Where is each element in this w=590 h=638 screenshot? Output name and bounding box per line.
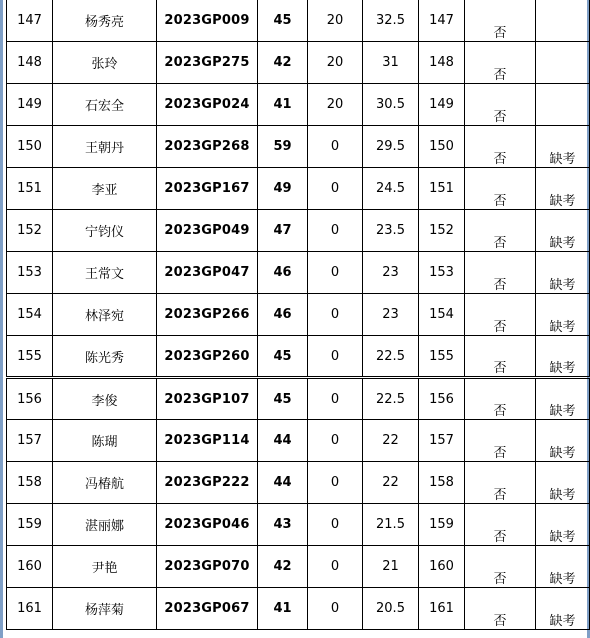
score-cell: 46: [258, 252, 308, 294]
score-cell: 44: [258, 420, 308, 462]
remark-cell: [536, 0, 590, 42]
rank-cell: 155: [419, 336, 465, 378]
exam-id-cell: 2023GP070: [157, 546, 258, 588]
qualified-cell: 否: [465, 504, 536, 546]
name-cell: 王朝丹: [53, 126, 157, 168]
exam-id-cell: 2023GP009: [157, 0, 258, 42]
seq-cell: 155: [7, 336, 53, 378]
table-row: [7, 420, 590, 462]
total-score-cell: 29.5: [363, 126, 419, 168]
table-row: [7, 546, 590, 588]
qualified-cell: 否: [465, 294, 536, 336]
qualified-cell: 否: [465, 420, 536, 462]
exam-id-cell: 2023GP260: [157, 336, 258, 378]
seq-cell: 148: [7, 42, 53, 84]
total-score-cell: 22: [363, 420, 419, 462]
rank-cell: 150: [419, 126, 465, 168]
exam-id-cell: 2023GP167: [157, 168, 258, 210]
total-score-cell: 23: [363, 252, 419, 294]
remark-cell: 缺考: [536, 462, 590, 504]
rank-cell: 160: [419, 546, 465, 588]
table-row: [7, 252, 590, 294]
table-row: [7, 210, 590, 252]
bonus-score-cell: 0: [308, 252, 363, 294]
remark-cell: [536, 84, 590, 126]
seq-cell: 161: [7, 588, 53, 630]
qualified-cell: 否: [465, 84, 536, 126]
rank-cell: 148: [419, 42, 465, 84]
seq-cell: 159: [7, 504, 53, 546]
rank-cell: 147: [419, 0, 465, 42]
bonus-score-cell: 20: [308, 0, 363, 42]
total-score-cell: 32.5: [363, 0, 419, 42]
name-cell: 杨萍菊: [53, 588, 157, 630]
left-frame-border: [0, 0, 3, 638]
name-cell: 张玲: [53, 42, 157, 84]
exam-id-cell: 2023GP266: [157, 294, 258, 336]
table-row: [7, 0, 590, 42]
table-row: [7, 168, 590, 210]
total-score-cell: 22: [363, 462, 419, 504]
exam-id-cell: 2023GP067: [157, 588, 258, 630]
seq-cell: 156: [7, 378, 53, 420]
score-cell: 42: [258, 546, 308, 588]
seq-cell: 154: [7, 294, 53, 336]
bonus-score-cell: 0: [308, 504, 363, 546]
score-cell: 45: [258, 0, 308, 42]
bonus-score-cell: 0: [308, 210, 363, 252]
qualified-cell: 否: [465, 42, 536, 84]
name-cell: 冯椿航: [53, 462, 157, 504]
bonus-score-cell: 0: [308, 294, 363, 336]
total-score-cell: 23.5: [363, 210, 419, 252]
name-cell: 陈光秀: [53, 336, 157, 378]
total-score-cell: 22.5: [363, 336, 419, 378]
seq-cell: 158: [7, 462, 53, 504]
bonus-score-cell: 0: [308, 546, 363, 588]
total-score-cell: 24.5: [363, 168, 419, 210]
seq-cell: 152: [7, 210, 53, 252]
rank-cell: 152: [419, 210, 465, 252]
score-cell: 59: [258, 126, 308, 168]
total-score-cell: 22.5: [363, 378, 419, 420]
total-score-cell: 31: [363, 42, 419, 84]
seq-cell: 147: [7, 0, 53, 42]
bonus-score-cell: 0: [308, 336, 363, 378]
table-row: [7, 84, 590, 126]
exam-id-cell: 2023GP046: [157, 504, 258, 546]
rank-cell: 157: [419, 420, 465, 462]
qualified-cell: 否: [465, 336, 536, 378]
bonus-score-cell: 20: [308, 42, 363, 84]
bonus-score-cell: 0: [308, 420, 363, 462]
rank-cell: 151: [419, 168, 465, 210]
total-score-cell: 20.5: [363, 588, 419, 630]
table-row: [7, 126, 590, 168]
score-cell: 45: [258, 336, 308, 378]
name-cell: 王常文: [53, 252, 157, 294]
seq-cell: 153: [7, 252, 53, 294]
name-cell: 宁钧仪: [53, 210, 157, 252]
total-score-cell: 23: [363, 294, 419, 336]
remark-cell: 缺考: [536, 294, 590, 336]
name-cell: 杨秀亮: [53, 0, 157, 42]
qualified-cell: 否: [465, 168, 536, 210]
results-table-body: [7, 0, 590, 630]
qualified-cell: 否: [465, 378, 536, 420]
remark-cell: 缺考: [536, 126, 590, 168]
bonus-score-cell: 0: [308, 462, 363, 504]
exam-id-cell: 2023GP107: [157, 378, 258, 420]
seq-cell: 157: [7, 420, 53, 462]
rank-cell: 161: [419, 588, 465, 630]
remark-cell: 缺考: [536, 588, 590, 630]
table-row: [7, 378, 590, 420]
name-cell: 林泽宛: [53, 294, 157, 336]
results-table: [6, 0, 590, 630]
total-score-cell: 21: [363, 546, 419, 588]
remark-cell: [536, 42, 590, 84]
rank-cell: 156: [419, 378, 465, 420]
name-cell: 尹艳: [53, 546, 157, 588]
remark-cell: 缺考: [536, 420, 590, 462]
rank-cell: 149: [419, 84, 465, 126]
remark-cell: 缺考: [536, 210, 590, 252]
qualified-cell: 否: [465, 588, 536, 630]
score-cell: 46: [258, 294, 308, 336]
total-score-cell: 30.5: [363, 84, 419, 126]
qualified-cell: 否: [465, 252, 536, 294]
score-cell: 45: [258, 378, 308, 420]
score-cell: 44: [258, 462, 308, 504]
table-row: [7, 588, 590, 630]
seq-cell: 149: [7, 84, 53, 126]
remark-cell: 缺考: [536, 252, 590, 294]
qualified-cell: 否: [465, 126, 536, 168]
score-cell: 41: [258, 84, 308, 126]
bonus-score-cell: 0: [308, 588, 363, 630]
seq-cell: 151: [7, 168, 53, 210]
name-cell: 陈瑚: [53, 420, 157, 462]
seq-cell: 160: [7, 546, 53, 588]
total-score-cell: 21.5: [363, 504, 419, 546]
table-row: [7, 504, 590, 546]
bonus-score-cell: 0: [308, 168, 363, 210]
name-cell: 石宏全: [53, 84, 157, 126]
exam-id-cell: 2023GP222: [157, 462, 258, 504]
name-cell: 湛丽娜: [53, 504, 157, 546]
exam-id-cell: 2023GP047: [157, 252, 258, 294]
exam-id-cell: 2023GP275: [157, 42, 258, 84]
remark-cell: 缺考: [536, 504, 590, 546]
score-cell: 49: [258, 168, 308, 210]
score-cell: 43: [258, 504, 308, 546]
qualified-cell: 否: [465, 0, 536, 42]
remark-cell: 缺考: [536, 546, 590, 588]
name-cell: 李亚: [53, 168, 157, 210]
table-row: [7, 462, 590, 504]
remark-cell: 缺考: [536, 378, 590, 420]
bonus-score-cell: 20: [308, 84, 363, 126]
name-cell: 李俊: [53, 378, 157, 420]
score-cell: 47: [258, 210, 308, 252]
remark-cell: 缺考: [536, 168, 590, 210]
table-row: [7, 294, 590, 336]
seq-cell: 150: [7, 126, 53, 168]
exam-id-cell: 2023GP049: [157, 210, 258, 252]
exam-id-cell: 2023GP114: [157, 420, 258, 462]
qualified-cell: 否: [465, 546, 536, 588]
remark-cell: 缺考: [536, 336, 590, 378]
table-row: [7, 42, 590, 84]
rank-cell: 159: [419, 504, 465, 546]
rank-cell: 153: [419, 252, 465, 294]
score-cell: 42: [258, 42, 308, 84]
table-row: [7, 336, 590, 378]
rank-cell: 158: [419, 462, 465, 504]
exam-id-cell: 2023GP268: [157, 126, 258, 168]
exam-id-cell: 2023GP024: [157, 84, 258, 126]
score-cell: 41: [258, 588, 308, 630]
bonus-score-cell: 0: [308, 378, 363, 420]
qualified-cell: 否: [465, 462, 536, 504]
qualified-cell: 否: [465, 210, 536, 252]
rank-cell: 154: [419, 294, 465, 336]
bonus-score-cell: 0: [308, 126, 363, 168]
